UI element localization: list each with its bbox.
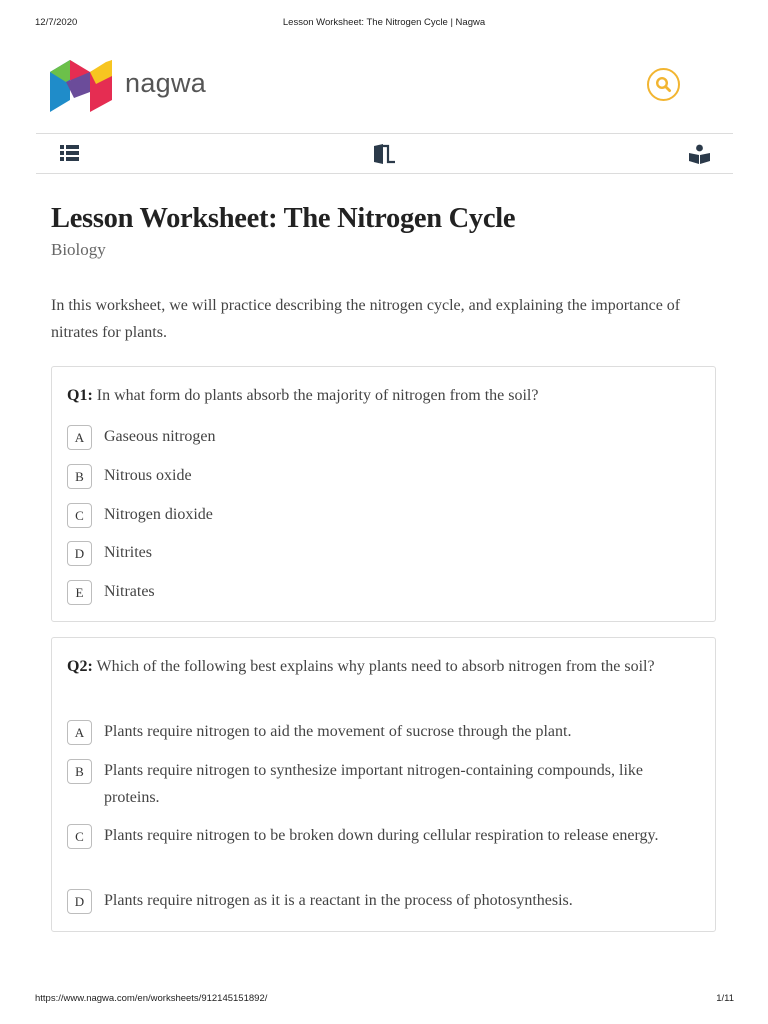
worksheet-intro: In this worksheet, we will practice describing the nitrogen cycle, and explaining the importance of nitrates for plants.: [51, 297, 681, 341]
nagwa-logo[interactable]: [50, 58, 112, 114]
option-letter[interactable]: E: [67, 580, 92, 605]
print-page-title: Lesson Worksheet: The Nitrogen Cycle | Nagwa: [282, 17, 486, 28]
brand-name: nagwa: [125, 68, 207, 98]
option-letter[interactable]: A: [67, 720, 92, 745]
option-text: Plants require nitrogen to aid the movement of sucrose through the plant.: [104, 723, 572, 740]
option-letter[interactable]: B: [67, 759, 92, 784]
reading-icon[interactable]: [689, 144, 710, 169]
print-date: 12/7/2020: [35, 17, 78, 28]
list-icon[interactable]: [60, 144, 79, 166]
question-number: Q1:: [67, 387, 93, 404]
question-card-2: [51, 637, 716, 932]
lesson-navbar: [36, 133, 733, 174]
print-url: https://www.nagwa.com/en/worksheets/912145151892/: [35, 993, 268, 1004]
subject-label: Biology: [51, 240, 106, 259]
page-title: Lesson Worksheet: The Nitrogen Cycle: [51, 203, 516, 234]
question-text: [67, 653, 697, 680]
option-text: Nitrites: [104, 544, 152, 561]
question-body: In what form do plants absorb the majority of nitrogen from the soil?: [96, 387, 539, 404]
option-letter[interactable]: C: [67, 824, 92, 849]
print-page-number: 1/11: [716, 993, 734, 1004]
question-number: Q2:: [67, 658, 93, 675]
search-button[interactable]: [647, 68, 680, 101]
option-text: Gaseous nitrogen: [104, 428, 216, 445]
option-letter[interactable]: D: [67, 541, 92, 566]
option-letter[interactable]: A: [67, 425, 92, 450]
option-text: Nitrates: [104, 583, 155, 600]
option-text: Nitrous oxide: [104, 467, 192, 484]
option-letter[interactable]: C: [67, 503, 92, 528]
question-text: [67, 382, 697, 409]
option-letter[interactable]: D: [67, 889, 92, 914]
exit-door-icon[interactable]: [374, 144, 396, 169]
question-body: Which of the following best explains why plants need to absorb nitrogen from the soil?: [96, 658, 655, 675]
option-text: Plants require nitrogen to synthesize important nitrogen-containing compounds, like proteins.: [104, 762, 643, 806]
option-text: Plants require nitrogen as it is a reactant in the process of photosynthesis.: [104, 892, 573, 909]
option-text: Plants require nitrogen to be broken down during cellular respiration to release energy.: [104, 827, 659, 844]
option-letter[interactable]: B: [67, 464, 92, 489]
question-card-1: [51, 366, 716, 622]
option-text: Nitrogen dioxide: [104, 506, 213, 523]
search-icon: [655, 76, 672, 93]
